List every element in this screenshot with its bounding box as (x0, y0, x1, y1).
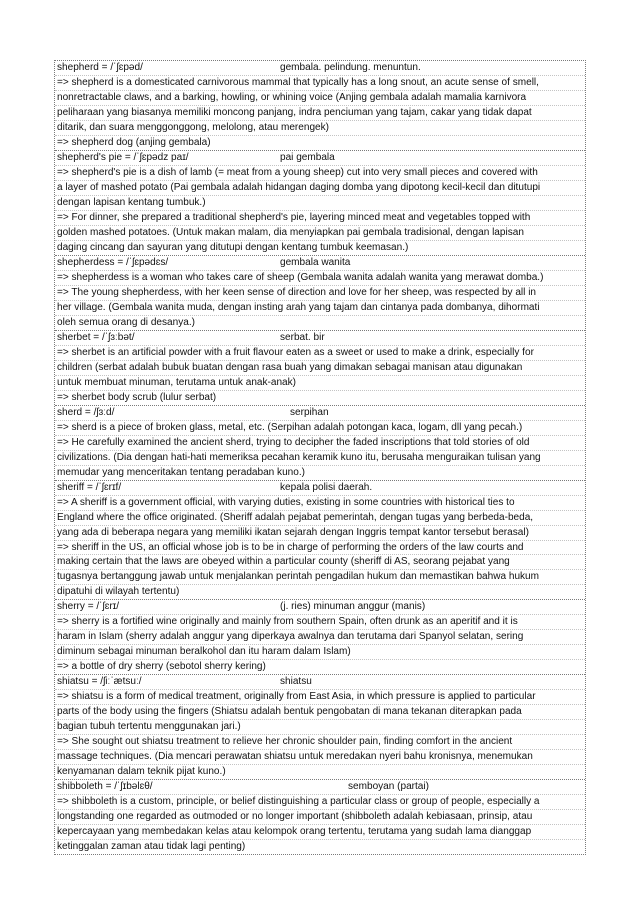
definition-line: => a bottle of dry sherry (sebotol sherry kering) (57, 661, 266, 673)
definition-line: daging cincang dan sayuran yang ditutupi dengan kentang tumbuk keemasan.) (57, 241, 409, 253)
headword-translation: (j. ries) minuman anggur (manis) (280, 601, 426, 613)
definition-line: => sheriff in the US, an official whose job is to be in charge of performing the orders of the law courts and (55, 541, 585, 556)
definition-line: tugasnya bertanggung jawab untuk menjalankan perintah pengadilan hukum dan memastikan bahwa hukum (55, 570, 585, 585)
headword-translation: gembala. pelindung. menuntun. (280, 62, 421, 73)
definition-line: kepercayaan yang membedakan kelas atau kelompok orang tertentu, terutama yang sudah lama dianggap (55, 825, 585, 840)
headword: sherry = /ˈʃɛrɪ/ (57, 601, 120, 613)
headword-translation: semboyan (partai) (348, 781, 429, 793)
dictionary-entry (55, 674, 585, 779)
headword: sherbet = /ˈʃɜːbət/ (57, 331, 135, 343)
definition-line: ketinggalan zaman atau tidak lagi penting) (57, 841, 246, 853)
headword: shibboleth = /ˈʃɪbəlɛθ/ (57, 781, 153, 793)
dictionary-entry (55, 330, 585, 405)
definition-line: => shepherd's pie is a dish of lamb (= meat from a young sheep) cut into very small pieces and covered with (55, 166, 585, 181)
definition-line: memudar yang menceritakan tentang peradaban kuno.) (57, 466, 305, 478)
definition-line: her village. (Gembala wanita muda, dengan insting arah yang tajam dan cintanya pada dombanya, dihormati (55, 301, 585, 316)
headword: shepherd = /ˈʃɛpəd/ (57, 62, 143, 73)
definition-line: bagian tubuh tertentu menggunakan jari.) (55, 720, 585, 735)
headword: shepherd's pie = /ˈʃɛpədz paɪ/ (57, 151, 189, 163)
definition-line: => shepherdess is a woman who takes care of sheep (Gembala wanita adalah wanita yang merawat domba.) (55, 271, 585, 286)
definition-line: parts of the body using the fingers (Shiatsu adalah bentuk pengobatan di mana tekanan diterapkan pada (55, 705, 585, 720)
definition-line: => shibboleth is a custom, principle, or belief distinguishing a particular class or group of people, especially a (55, 795, 585, 810)
entry-headline (55, 331, 585, 346)
definition-line: dipatuhi di wilayah tertentu) (57, 586, 180, 598)
definition-line: children (serbat adalah bubuk buatan dengan rasa buah yang dimakan sebagai manisan atau digunakan (55, 361, 585, 376)
definition-line: => She sought out shiatsu treatment to relieve her chronic shoulder pain, finding comfort in the ancient (55, 735, 585, 750)
definition-line: => sherbet body scrub (lulur serbat) (57, 391, 217, 403)
definition-line: dengan lapisan kentang tumbuk.) (55, 196, 585, 211)
dictionary-entry (55, 61, 585, 150)
definition-line: => sherd is a piece of broken glass, metal, etc. (Serpihan adalah potongan kaca, logam, dll yang pecah.) (55, 421, 585, 436)
definition-line: making certain that the laws are obeyed within a particular county (sheriff di AS, seorang pejabat yang (55, 555, 585, 570)
headword: shepherdess = /ˈʃɛpədɛs/ (57, 256, 169, 268)
headword: sherd = /ʃɜːd/ (57, 406, 115, 418)
entry-headline (55, 675, 585, 690)
definition-line: => shepherd is a domesticated carnivorous mammal that typically has a long snout, an acute sense of smell, (55, 76, 585, 91)
definition-line: => For dinner, she prepared a traditional shepherd's pie, layering minced meat and vegetables topped with (55, 211, 585, 226)
dictionary-document (54, 60, 586, 855)
definition-line: => sherry is a fortified wine originally and mainly from southern Spain, often drunk as an aperitif and it is (55, 615, 585, 630)
definition-line: => The young shepherdess, with her keen sense of direction and love for her sheep, was respected by all in (55, 286, 585, 301)
entry-headline (55, 780, 585, 795)
definition-line: a layer of mashed potato (Pai gembala adalah hidangan daging domba yang dipotong kecil-kecil dan ditutupi (55, 181, 585, 196)
headword-translation: pai gembala (280, 151, 335, 163)
entry-headline (55, 151, 585, 166)
headword: shiatsu = /ʃiːˈætsuː/ (57, 676, 142, 688)
definition-line: golden mashed potatoes. (Untuk makan malam, dia menyiapkan pai gembala tradisional, dengan lapisan (55, 226, 585, 241)
dictionary-entry (55, 480, 585, 600)
dictionary-entry (55, 405, 585, 480)
definition-line: => sherbet is an artificial powder with a fruit flavour eaten as a sweet or used to make a drink, especially for (55, 346, 585, 361)
definition-line: => shiatsu is a form of medical treatment, originally from East Asia, in which pressure is applied to particular (55, 690, 585, 705)
dictionary-entry (55, 779, 585, 854)
definition-line: haram in Islam (sherry adalah anggur yang diperkaya awalnya dan terutama dari Spanyol selatan, sering (55, 630, 585, 645)
definition-line: kenyamanan dalam teknik pijat kuno.) (57, 766, 226, 778)
headword-translation: serbat. bir (280, 331, 325, 343)
headword: sheriff = /ˈʃɛrɪf/ (57, 481, 122, 493)
definition-line: => shepherd dog (anjing gembala) (57, 136, 211, 148)
definition-line: massage techniques. (Dia mencari perawatan shiatsu untuk meredakan nyeri bahu kronisnya, menemukan (55, 750, 585, 765)
entry-headline (55, 256, 585, 271)
entry-headline (55, 600, 585, 615)
entry-headline (55, 61, 585, 76)
definition-line: England where the office originated. (Sheriff adalah pejabat pemerintah, dengan tugas yang berbeda-beda, (55, 511, 585, 526)
dictionary-entry (55, 150, 585, 255)
definition-line: oleh semua orang di desanya.) (57, 316, 195, 328)
definition-line: longstanding one regarded as outmoded or no longer important (shibboleth adalah kebiasaan, prinsip, atau (55, 810, 585, 825)
entry-headline (55, 481, 585, 496)
definition-line: civilizations. (Dia dengan hati-hati memeriksa pecahan keramik kuno itu, berusaha menguraikan tulisan yang (55, 451, 585, 466)
headword-translation: shiatsu (280, 676, 312, 688)
dictionary-entry (55, 599, 585, 674)
definition-line: => He carefully examined the ancient sherd, trying to decipher the faded inscriptions that told stories of old (55, 436, 585, 451)
headword-translation: gembala wanita (280, 256, 351, 268)
headword-translation: serpihan (290, 406, 329, 418)
definition-line: nonretractable claws, and a barking, howling, or whining voice (Anjing gembala adalah mamalia karnivora (55, 91, 585, 106)
definition-line: ditarik, dan suara menggonggong, melolong, atau merengek) (55, 121, 585, 136)
definition-line: yang ada di beberapa negara yang memiliki ikatan sejarah dengan Inggris tempat kantor tersebut berasal) (55, 526, 585, 541)
definition-line: diminum sebagai minuman beralkohol dan itu haram dalam Islam) (55, 645, 585, 660)
headword-translation: kepala polisi daerah. (280, 481, 373, 493)
entry-headline (55, 406, 585, 421)
definition-line: peliharaan yang biasanya memiliki moncong panjang, indra penciuman yang tajam, cakar yang tidak dapat (55, 106, 585, 121)
definition-line: untuk membuat minuman, terutama untuk anak-anak) (55, 376, 585, 391)
definition-line: => A sheriff is a government official, with varying duties, existing in some countries with historical ties to (55, 496, 585, 511)
dictionary-entry (55, 255, 585, 330)
